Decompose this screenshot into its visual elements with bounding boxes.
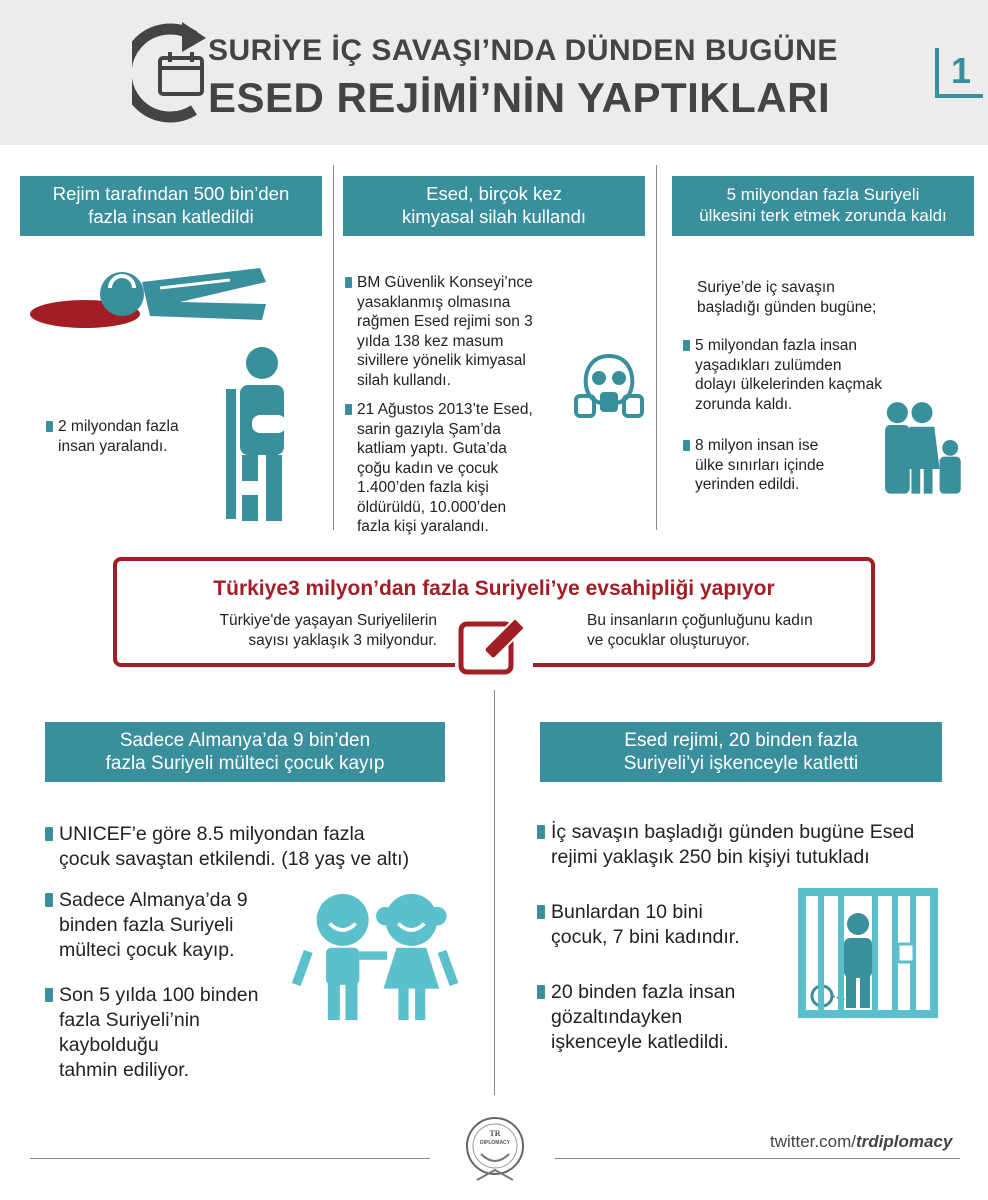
bottom-right-bullet-3 xyxy=(537,980,777,1055)
intro-line: başladığı günden bugüne; xyxy=(697,299,877,317)
seal-icon xyxy=(463,1108,527,1188)
bullet-line: fazla kişi yaralandı. xyxy=(357,518,489,536)
prisoner-icon xyxy=(798,888,938,1018)
bullet-line: çocuk savaştan etkilendi. (18 yaş ve altı) xyxy=(59,847,410,870)
bullet-line: 1.400’den fazla kişi xyxy=(357,479,489,497)
banner-line: Esed, birçok kez xyxy=(426,183,562,205)
bullet-line: sivillere yönelik kimyasal xyxy=(357,352,526,370)
family-icon xyxy=(878,392,966,502)
gas-mask-icon xyxy=(574,352,644,422)
col3-banner xyxy=(672,176,974,236)
bullet-line: çocuk, 7 bini kadındır. xyxy=(551,925,740,948)
calendar-icon xyxy=(160,52,202,94)
bullet-line: tahmin ediliyor. xyxy=(59,1058,190,1081)
banner-line: Sadece Almanya’da 9 bin’den xyxy=(119,729,371,751)
bullet-line: insan yaralandı. xyxy=(58,437,168,455)
bullet-line: kaybolduğu xyxy=(59,1033,159,1056)
seal-top-text: TR xyxy=(489,1129,501,1138)
col2-bullet-1 xyxy=(345,273,570,390)
bullet-line: BM Güvenlik Konseyi’nce xyxy=(357,274,533,291)
bullet-line: fazla Suriyeli’nin xyxy=(59,1008,200,1031)
bottom-right-bullet-1 xyxy=(537,820,957,870)
divider xyxy=(30,1158,430,1159)
bullet-line: zorunda kaldı. xyxy=(695,395,793,413)
divider xyxy=(555,1158,960,1159)
bullet-line: yılda 138 kez masum xyxy=(357,332,504,350)
bullet-line: öldürüldü, 10.000’den xyxy=(357,498,507,516)
victim-icon xyxy=(30,258,270,338)
bullet-line: yaşadıkları zulümden xyxy=(695,356,842,374)
page-number xyxy=(935,48,983,98)
intro-line: Suriye’de iç savaşın xyxy=(697,279,835,296)
bullet-line: katliam yaptı. Guta’da xyxy=(357,440,507,458)
bullet-line: yerinden edildi. xyxy=(695,476,800,494)
title-line-2: ESED REJİMİ’NİN YAPTIKLARI xyxy=(208,74,831,121)
bottom-right-bullet-2 xyxy=(537,900,777,950)
bottom-left-banner xyxy=(45,722,445,782)
turkey-line: Türkiye'de yaşayan Suriyelilerin xyxy=(219,612,437,629)
col1-bullet xyxy=(46,417,226,456)
bullet-line: İç savaşın başladığı günden bugüne Esed xyxy=(551,821,915,843)
bullet-line: 5 milyondan fazla insan xyxy=(695,337,857,354)
bullet-line: mülteci çocuk kayıp. xyxy=(59,938,235,961)
banner-line: fazla insan katledildi xyxy=(88,206,254,227)
turkey-line: ve çocuklar oluşturuyor. xyxy=(587,632,750,650)
page-number-label: 1 xyxy=(951,50,972,91)
pencil-icon xyxy=(455,610,533,680)
bullet-line: UNICEF’e göre 8.5 milyondan fazla xyxy=(59,823,365,845)
col2-bullet-2 xyxy=(345,400,570,537)
divider xyxy=(494,690,495,1095)
bottom-left-bullet-3 xyxy=(45,983,285,1083)
bullet-line: silah kullandı. xyxy=(357,371,451,389)
bullet-line: rağmen Esed rejimi son 3 xyxy=(357,313,533,331)
banner-line: Esed rejimi, 20 binden fazla xyxy=(624,729,858,751)
bullet-line: gözaltındayken xyxy=(551,1005,683,1028)
bullet-line: binden fazla Suriyeli xyxy=(59,913,234,936)
turkey-title: Türkiye3 milyon’dan fazla Suriyeli’ye evsahipliği yapıyor xyxy=(213,577,775,600)
bullet-line: çoğu kadın ve çocuk xyxy=(357,459,499,477)
bullet-line: dolayı ülkelerinden kaçmak xyxy=(695,376,882,394)
banner-line: Suriyeli’yi işkenceyle katletti xyxy=(623,753,859,774)
injured-person-icon xyxy=(222,345,302,525)
turkey-right-text xyxy=(587,611,857,651)
turkey-line: sayısı yaklaşık 3 milyondur. xyxy=(248,632,437,650)
bullet-line: rejimi yaklaşık 250 bin kişiyi tutukladı xyxy=(551,845,870,868)
col3-bullet-2 xyxy=(683,436,863,495)
seal-text: DIPLOMACY xyxy=(480,1140,510,1146)
title-line-1: SURİYE İÇ SAVAŞI’NDA DÜNDEN BUGÜNE xyxy=(208,34,838,67)
col2-banner xyxy=(343,176,645,236)
bullet-line: Bunlardan 10 bini xyxy=(551,901,703,923)
bullet-line: yasaklanmış olmasına xyxy=(357,293,511,311)
children-icon xyxy=(292,892,462,1022)
banner-line: ülkesini terk etmek zorunda kaldı xyxy=(699,206,947,225)
bullet-line: Son 5 yılda 100 binden xyxy=(59,984,259,1006)
banner-line: Rejim tarafından 500 bin’den xyxy=(52,183,290,205)
turkey-line: Bu insanların çoğunluğunu kadın xyxy=(587,612,813,629)
url-prefix: twitter.com/ xyxy=(770,1132,856,1151)
bottom-right-banner xyxy=(540,722,942,782)
bullet-line: ülke sınırları içinde xyxy=(695,456,825,474)
divider xyxy=(333,165,334,530)
bullet-line: Sadece Almanya’da 9 xyxy=(59,889,248,911)
col3-intro xyxy=(697,278,957,318)
bottom-left-bullet-1 xyxy=(45,822,465,872)
bullet-line: 8 milyon insan ise xyxy=(695,437,819,454)
bullet-line: 2 milyondan fazla xyxy=(58,418,179,435)
banner-line: 5 milyondan fazla Suriyeli xyxy=(726,185,920,205)
bullet-line: işkenceyle katledildi. xyxy=(551,1030,729,1053)
turkey-left-text xyxy=(147,611,437,651)
bullet-line: 20 binden fazla insan xyxy=(551,981,736,1003)
header xyxy=(0,0,988,145)
col1-banner xyxy=(20,176,322,236)
bottom-left-bullet-2 xyxy=(45,888,285,963)
bullet-line: 21 Ağustos 2013’te Esed, xyxy=(357,401,533,418)
url-handle: trdiplomacy xyxy=(855,1132,953,1151)
bullet-line: sarin gazıyla Şam’da xyxy=(357,420,501,438)
twitter-link[interactable] xyxy=(770,1132,952,1152)
banner-line: fazla Suriyeli mülteci çocuk kayıp xyxy=(105,753,385,774)
banner-line: kimyasal silah kullandı xyxy=(401,206,587,227)
divider xyxy=(656,165,657,530)
